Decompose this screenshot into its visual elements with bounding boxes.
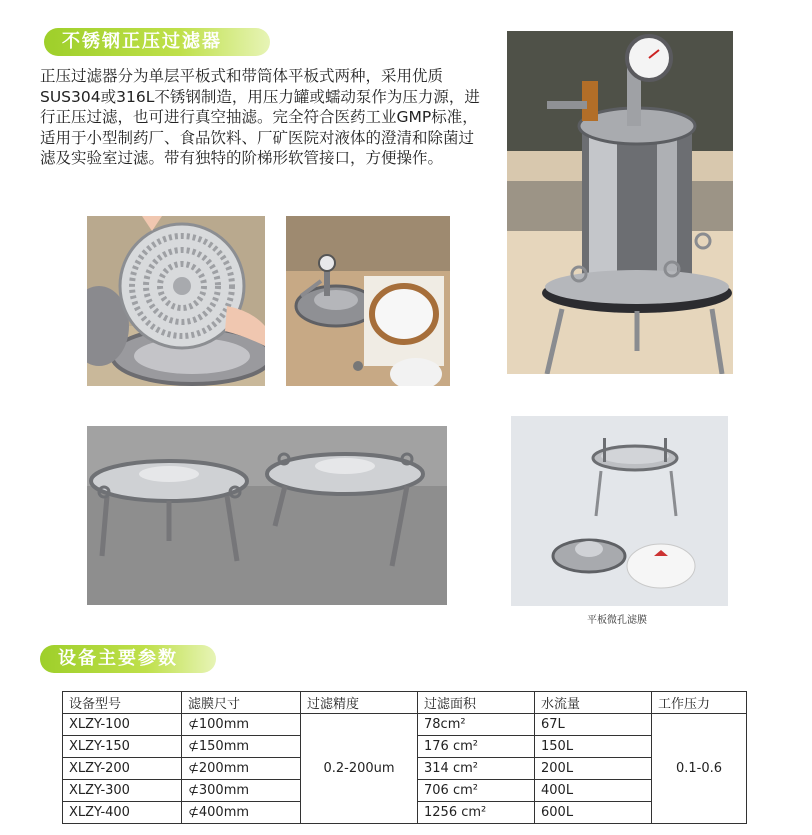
- cell-flow: 600L: [535, 802, 652, 824]
- cell-size: ⊄100mm: [182, 714, 301, 736]
- photo-flat-membrane-filter: [511, 416, 728, 606]
- cell-model: XLZY-100: [63, 714, 182, 736]
- photo-filter-tank: [507, 31, 733, 374]
- header-flow: 水流量: [535, 692, 652, 714]
- photo-filter-plate: [87, 216, 265, 386]
- header-pressure: 工作压力: [652, 692, 747, 714]
- cell-area: 706 cm²: [418, 780, 535, 802]
- cell-flow: 200L: [535, 758, 652, 780]
- cell-flow: 400L: [535, 780, 652, 802]
- header-model: 设备型号: [63, 692, 182, 714]
- cell-model: XLZY-300: [63, 780, 182, 802]
- cell-area: 78cm²: [418, 714, 535, 736]
- intro-paragraph: 正压过滤器分为单层平板式和带筒体平板式两种，采用优质SUS304或316L不锈钢制造，用压力罐或蠕动泵作为压力源，进行正压过滤，也可进行真空抽滤。完全符合医药工业GMP标准，适用于小型制药厂、食品饮料、厂矿医院对液体的澄清和除菌过滤及实验室过滤。带有独特的阶梯形软管接口，方便操作。: [40, 67, 480, 167]
- cell-area: 1256 cm²: [418, 802, 535, 824]
- header-membrane-size: 滤膜尺寸: [182, 692, 301, 714]
- table-row: [63, 714, 747, 736]
- table-header-row: [63, 692, 747, 714]
- cell-size: ⊄200mm: [182, 758, 301, 780]
- section-title-filter: 不锈钢正压过滤器: [44, 28, 270, 56]
- header-precision: 过滤精度: [301, 692, 418, 714]
- cell-area: 314 cm²: [418, 758, 535, 780]
- parameter-table: [62, 691, 747, 824]
- caption-flat-membrane: 平板微孔滤膜: [587, 615, 647, 626]
- section-title-parameters: 设备主要参数: [40, 645, 216, 673]
- cell-size: ⊄300mm: [182, 780, 301, 802]
- photo-tripod-filters: [87, 426, 447, 605]
- cell-size: ⊄400mm: [182, 802, 301, 824]
- cell-model: XLZY-150: [63, 736, 182, 758]
- header-area: 过滤面积: [418, 692, 535, 714]
- cell-pressure: 0.1-0.6: [652, 714, 747, 824]
- cell-area: 176 cm²: [418, 736, 535, 758]
- photo-filter-open: [286, 216, 450, 386]
- cell-flow: 150L: [535, 736, 652, 758]
- cell-model: XLZY-400: [63, 802, 182, 824]
- cell-model: XLZY-200: [63, 758, 182, 780]
- cell-precision: 0.2-200um: [301, 714, 418, 824]
- cell-flow: 67L: [535, 714, 652, 736]
- cell-size: ⊄150mm: [182, 736, 301, 758]
